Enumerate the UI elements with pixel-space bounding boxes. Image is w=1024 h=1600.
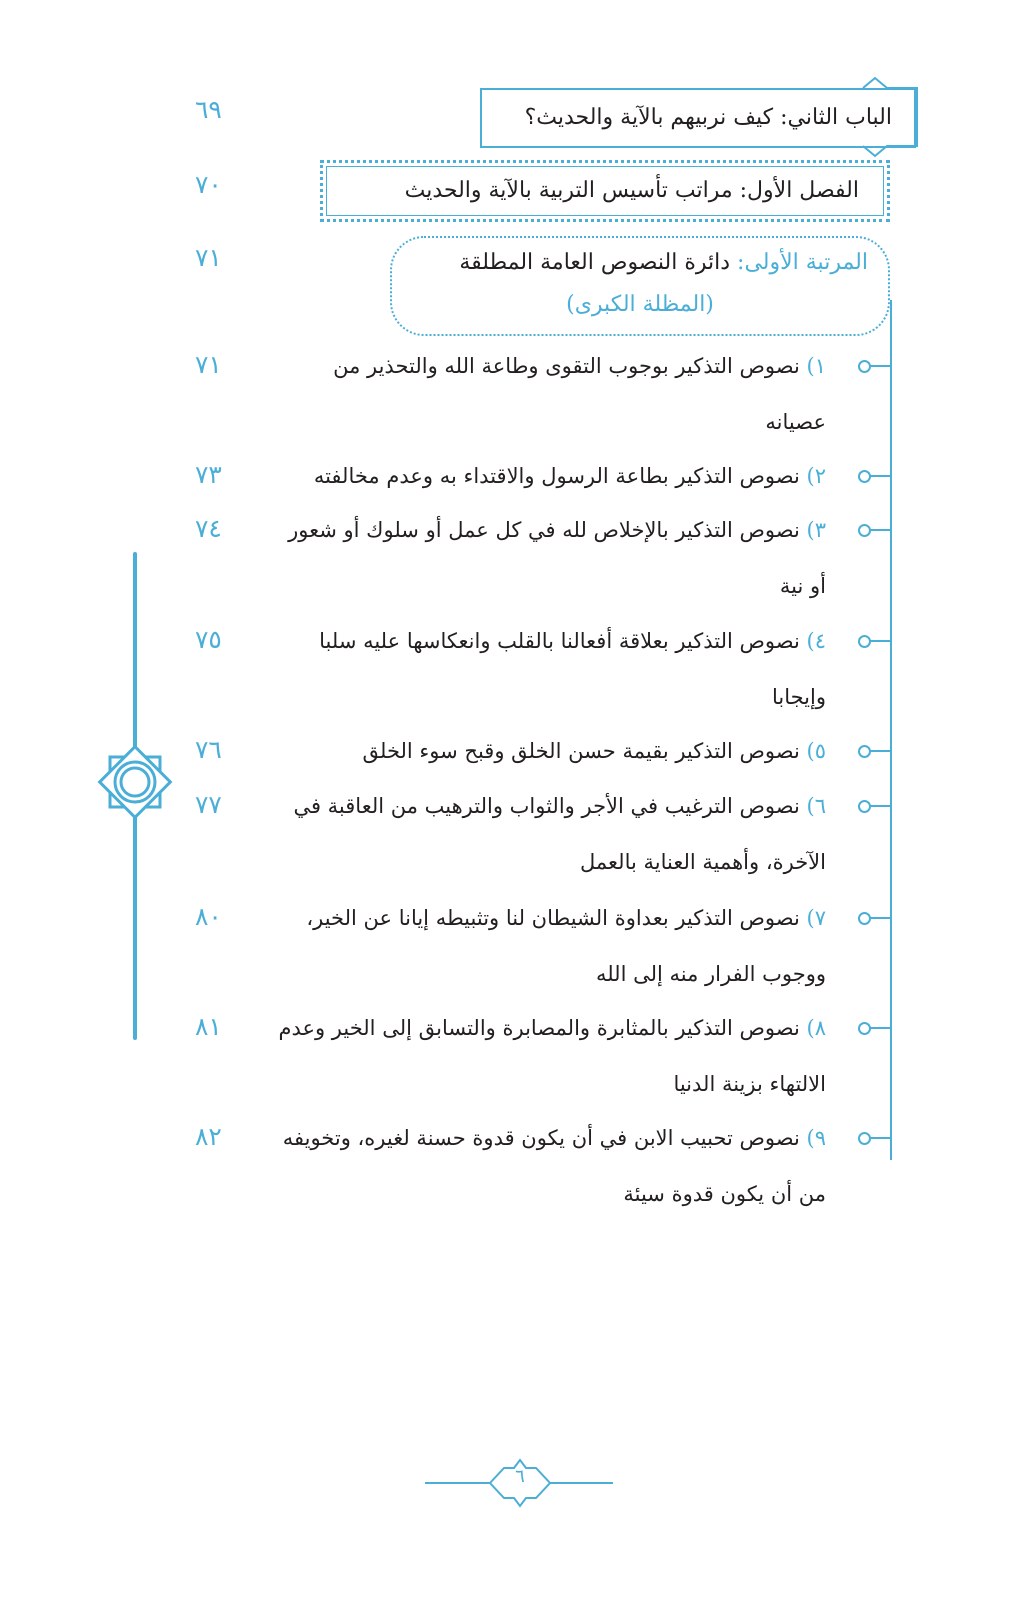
page-number: ٦ <box>515 1466 525 1487</box>
item-number: ٣) <box>806 518 826 542</box>
item-text: نصوص التذكير بعلاقة أفعالنا بالقلب وانعكاسها عليه سلبا وإيجابا <box>319 629 826 709</box>
item-bullet-icon <box>858 470 871 483</box>
item-connector <box>870 475 890 477</box>
item-number: ٤) <box>806 629 826 653</box>
item-number: ٩) <box>806 1126 826 1150</box>
item-text: نصوص التذكير بطاعة الرسول والاقتداء به وعدم مخالفته <box>313 464 800 488</box>
item-page-ref: ٨٢ <box>195 1122 222 1151</box>
item-page-ref: ٧١ <box>195 350 222 379</box>
item-number: ٦) <box>806 794 826 818</box>
item-connector <box>870 365 890 367</box>
item-page-ref: ٧٧ <box>195 790 222 819</box>
level-subtitle: (المظلة الكبرى) <box>566 292 714 317</box>
item-connector <box>870 529 890 531</box>
item-bullet-icon <box>858 912 871 925</box>
item-bullet-icon <box>858 1132 871 1145</box>
item-page-ref: ٧٤ <box>195 514 222 543</box>
item-bullet-icon <box>858 524 871 537</box>
level-label: المرتبة الأولى: <box>737 250 868 275</box>
toc-tree-line <box>890 300 892 1160</box>
level-heading-line <box>459 246 868 280</box>
item-connector <box>870 750 890 752</box>
item-number: ٢) <box>806 464 826 488</box>
page-ref-chapter: ٦٩ <box>195 95 222 124</box>
item-connector <box>870 917 890 919</box>
page-ref-level: ٧١ <box>195 243 222 272</box>
item-bullet-icon <box>858 635 871 648</box>
item-text: نصوص التذكير بعداوة الشيطان لنا وتثبيطه إيانا عن الخير، ووجوب الفرار منه إلى الله <box>306 906 826 986</box>
item-bullet-icon <box>858 1022 871 1035</box>
item-text: نصوص التذكير بقيمة حسن الخلق وقبح سوء الخلق <box>362 739 800 763</box>
level-heading-box <box>390 236 890 336</box>
item-text: نصوص التذكير بالإخلاص لله في كل عمل أو سلوك أو شعور أو نية <box>288 518 826 598</box>
item-connector <box>870 1027 890 1029</box>
item-bullet-icon <box>858 800 871 813</box>
item-connector <box>870 640 890 642</box>
level-title: دائرة النصوص العامة المطلقة <box>459 250 731 275</box>
item-number: ٧) <box>806 906 826 930</box>
star-ornament-icon <box>93 740 177 824</box>
item-page-ref: ٧٦ <box>195 735 222 764</box>
item-connector <box>870 1137 890 1139</box>
item-bullet-icon <box>858 745 871 758</box>
chapter-title: الباب الثاني: كيف نربيهم بالآية والحديث؟ <box>524 105 892 130</box>
item-text: نصوص التذكير بالمثابرة والمصابرة والتسابق إلى الخير وعدم الالتهاء بزينة الدنيا <box>278 1016 826 1096</box>
section-title: الفصل الأول: مراتب تأسيس التربية بالآية والحديث <box>404 178 859 203</box>
item-connector <box>870 805 890 807</box>
item-page-ref: ٧٥ <box>195 625 222 654</box>
item-page-ref: ٧٣ <box>195 460 222 489</box>
item-number: ١) <box>806 354 826 378</box>
item-text: نصوص الترغيب في الأجر والثواب والترهيب من العاقبة في الآخرة، وأهمية العناية بالعمل <box>293 794 826 874</box>
item-page-ref: ٨١ <box>195 1012 222 1041</box>
page-ref-section: ٧٠ <box>195 170 222 199</box>
item-page-ref: ٨٠ <box>195 902 222 931</box>
item-bullet-icon <box>858 360 871 373</box>
item-text: نصوص التذكير بوجوب التقوى وطاعة الله والتحذير من عصيانه <box>333 354 826 434</box>
chapter-box-ornament <box>853 72 933 162</box>
chapter-heading-box <box>480 88 916 148</box>
item-text: نصوص تحبيب الابن في أن يكون قدوة حسنة لغيره، وتخويفه من أن يكون قدوة سيئة <box>282 1126 826 1206</box>
section-heading-box <box>320 160 890 222</box>
item-number: ٥) <box>806 739 826 763</box>
item-number: ٨) <box>806 1016 826 1040</box>
